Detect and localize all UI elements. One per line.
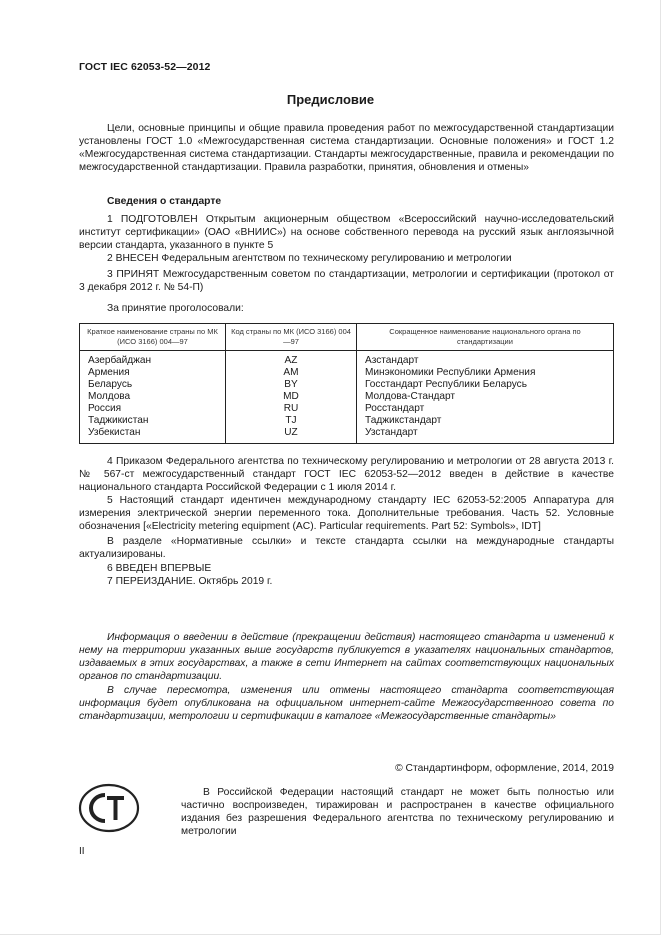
item-3: 3 ПРИНЯТ Межгосударственным советом по стандартизации, метрологии и сертификации (протокол от 3 декабря 2012 г. № 54-П) — [79, 269, 614, 293]
table-row — [80, 427, 614, 444]
item-7: 7 ПЕРЕИЗДАНИЕ. Октябрь 2019 г. — [107, 576, 273, 587]
body-cell: Молдова-Стандарт — [357, 391, 614, 403]
body-cell: Таджикстандарт — [357, 415, 614, 427]
voted-label: За принятие проголосовали: — [107, 303, 244, 314]
item-6: 6 ВВЕДЕН ВПЕРВЫЕ — [107, 563, 212, 574]
code-cell: UZ — [226, 427, 357, 444]
table-row — [80, 379, 614, 391]
section-title: Сведения о стандарте — [107, 196, 222, 207]
intro-paragraph: Цели, основные принципы и общие правила проведения работ по межгосударственной стандартизации установлены ГОСТ 1.0 «Межгосударственная система стандартизации. Основные положения» и ГОСТ 1.2 «Межгосударственная система стандартизации. Стандарты межгосударственные, правила и рекомендации по межгосударственной стандартизации. Правила разработки, принятия, обновления и отмены» — [79, 123, 614, 173]
table-row — [80, 391, 614, 403]
body-cell: Росстандарт — [357, 403, 614, 415]
table-header-body: Сокращенное наименование национального органа по стандартизации — [357, 324, 614, 351]
code-cell: AZ — [226, 351, 357, 368]
table-header-country: Краткое наименование страны по МК (ИСО 3166) 004—97 — [80, 324, 226, 351]
item-4: 4 Приказом Федерального агентства по техническому регулированию и метрологии от 28 августа 2013 г. № 567-ст межгосударственный стандарт ГОСТ IEC 62053-52—2012 введен в действие в качестве национального стандарта Российской Федерации с 1 июля 2014 г. — [79, 456, 614, 493]
code-cell: BY — [226, 379, 357, 391]
body-cell: Госстандарт Республики Беларусь — [357, 379, 614, 391]
item-5-note: В разделе «Нормативные ссылки» и тексте стандарта ссылки на международные стандарты актуализированы. — [79, 536, 614, 560]
rst-certification-mark-icon — [78, 783, 140, 833]
country-cell: Беларусь — [80, 379, 226, 391]
code-cell: TJ — [226, 415, 357, 427]
table-row — [80, 351, 614, 368]
item-5: 5 Настоящий стандарт идентичен международному стандарту IEC 62053-52:2005 Аппаратура для измерения электрической энергии переменного тока. Дополнительные требования. Часть 52. Условные обозначения [«Electricity metering equipment (AC). Particular requirements. Part 52: Symbols», IDT] — [79, 495, 614, 532]
code-cell: RU — [226, 403, 357, 415]
table-header-code: Код страны по МК (ИСО 3166) 004—97 — [226, 324, 357, 351]
table-row — [80, 403, 614, 415]
country-cell: Молдова — [80, 391, 226, 403]
body-cell: Узстандарт — [357, 427, 614, 444]
country-cell: Таджикистан — [80, 415, 226, 427]
body-cell: Минэкономики Республики Армения — [357, 367, 614, 379]
info-paragraph-1: Информация о введении в действие (прекращении действия) настоящего стандарта и изменений к нему на территории указанных выше государств публикуется в указателях национальных стандартов, издаваемых в этих государствах, а также в сети Интернет на сайтах соответствующих национальных органов по стандартизации. — [79, 632, 614, 682]
table-row — [80, 367, 614, 379]
reproduction-notice: В Российской Федерации настоящий стандарт не может быть полностью или частично воспроизведен, тиражирован и распространен в качестве официального издания без разрешения Федерального агентства по техническому регулированию и метрологии — [181, 787, 614, 837]
country-cell: Азербайджан — [80, 351, 226, 368]
table-row — [80, 415, 614, 427]
country-cell: Узбекистан — [80, 427, 226, 444]
copyright-line: © Стандартинформ, оформление, 2014, 2019 — [395, 763, 614, 774]
standard-code-header: ГОСТ IEC 62053-52—2012 — [79, 61, 211, 73]
code-cell: MD — [226, 391, 357, 403]
body-cell: Азстандарт — [357, 351, 614, 368]
item-2: 2 ВНЕСЕН Федеральным агентством по техническому регулированию и метрологии — [107, 253, 512, 264]
page-number: II — [79, 846, 85, 857]
page-title: Предисловие — [286, 92, 375, 107]
item-1: 1 ПОДГОТОВЛЕН Открытым акционерным обществом «Всероссийский научно-исследовательский институт сертификации» (ОАО «ВНИИС») на основе собственного перевода на русский язык англоязычной версии стандарта, указанного в пункте 5 — [79, 214, 614, 251]
voting-table — [79, 323, 614, 444]
country-cell: Россия — [80, 403, 226, 415]
code-cell: AM — [226, 367, 357, 379]
info-paragraph-2: В случае пересмотра, изменения или отмены настоящего стандарта соответствующая информация будет опубликована на официальном интернет-сайте Межгосударственного совета по стандартизации, метрологии и сертификации в каталоге «Межгосударственные стандарты» — [79, 685, 614, 722]
country-cell: Армения — [80, 367, 226, 379]
